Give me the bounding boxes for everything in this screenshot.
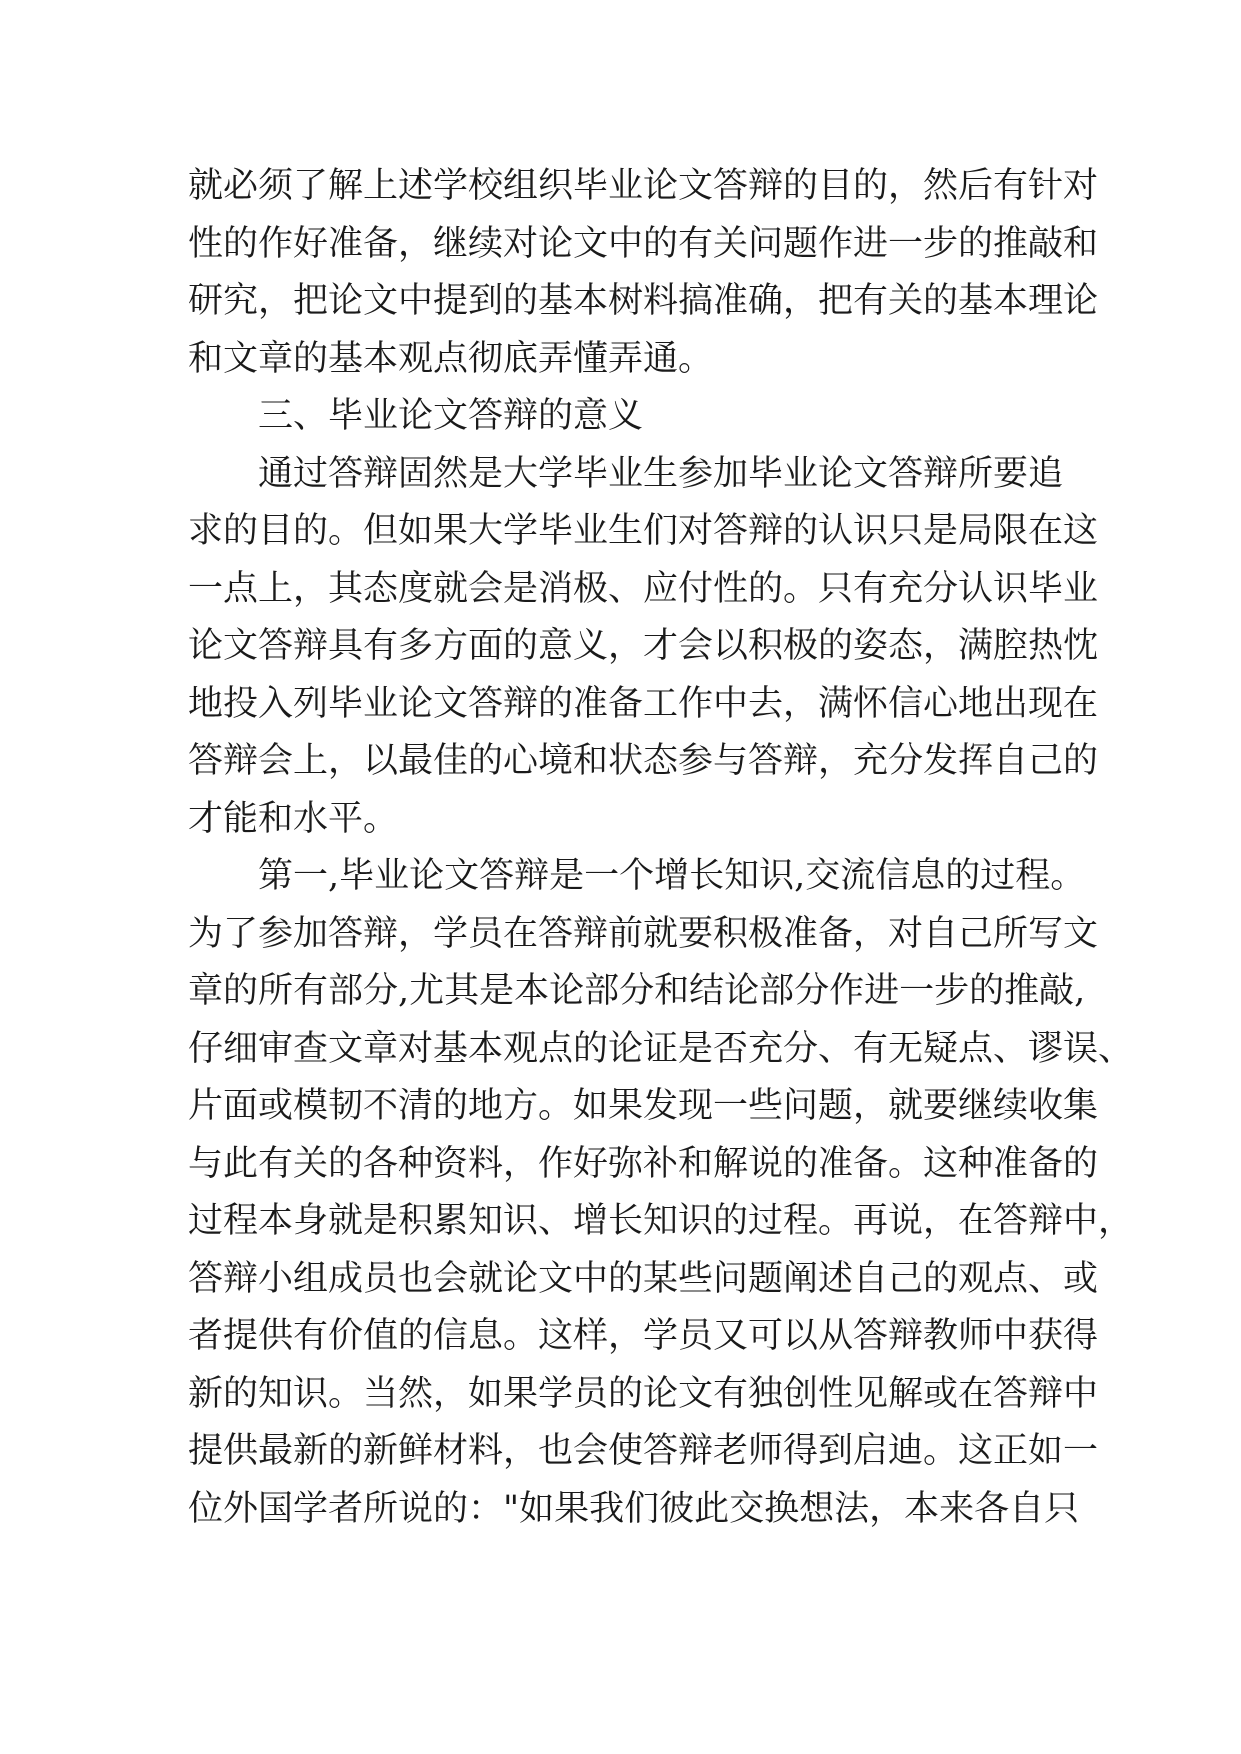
paragraph-line: 地投入列毕业论文答辩的准备工作中去，满怀信心地出现在 [188,683,1099,724]
paragraph-line: 为了参加答辩，学员在答辩前就要积极准备，对自己所写文 [188,913,1099,954]
paragraph-line: 答辩会上，以最佳的心境和状态参与答辩，充分发挥自己的 [188,741,1099,781]
paragraph-3 [188,856,1134,1548]
paragraph-line: 提供最新的新鲜材料，也会使答辩老师得到启迪。这正如一 [188,1431,1099,1471]
paragraph-line: 第一,毕业论文答辩是一个增长知识,交流信息的过程。 [258,856,1086,896]
section-heading: 三、毕业论文答辩的意义 [258,396,644,436]
paragraph-line: 论文答辩具有多方面的意义，才会以积极的姿态，满腔热忱 [188,626,1099,666]
paragraph-line: 过程本身就是积累知识、增长知识的过程。再说，在答辩中， [188,1201,1134,1241]
paragraph-line: 研究，把论文中提到的基本树料搞准确，把有关的基本理论 [188,281,1099,321]
paragraph-line: 位外国学者所说的："如果我们彼此交换想法，本来各自只 [188,1488,1080,1529]
paragraph-line: 和文章的基本观点彻底弄懂弄通。 [188,338,714,379]
paragraph-line: 章的所有部分,尤其是本论部分和结论部分作进一步的推敲, [188,971,1086,1011]
paragraph-line: 者提供有价值的信息。这样，学员又可以从答辩教师中获得 [188,1316,1099,1356]
document-body [188,166,1134,1548]
paragraph-line: 片面或模韧不清的地方。如果发现一些问题，就要继续收集 [188,1086,1099,1126]
paragraph-line: 与此有关的各种资料，作好弥补和解说的准备。这种准备的 [188,1143,1099,1184]
paragraph-line: 仔细审查文章对基本观点的论证是否充分、有无疑点、谬误、 [188,1028,1134,1069]
paragraph-line: 性的作好准备，继续对论文中的有关问题作进一步的推敲和 [188,223,1099,264]
paragraph-line: 求的目的。但如果大学毕业生们对答辩的认识只是局限在这 [188,511,1099,551]
paragraph-line: 就必须了解上述学校组织毕业论文答辩的目的，然后有针对 [188,166,1099,206]
paragraph-line: 通过答辩固然是大学毕业生参加毕业论文答辩所要追 [258,453,1064,494]
paragraph-line: 一点上，其态度就会是消极、应付性的。只有充分认识毕业 [188,568,1099,609]
paragraph-2 [188,453,1099,859]
paragraph-1 [188,166,1099,398]
paragraph-line: 新的知识。当然，如果学员的论文有独创性见解或在答辩中 [188,1373,1099,1414]
paragraph-line: 才能和水平。 [188,798,399,839]
paragraph-line: 答辩小组成员也会就论文中的某些问题阐述自己的观点、或 [188,1258,1099,1299]
